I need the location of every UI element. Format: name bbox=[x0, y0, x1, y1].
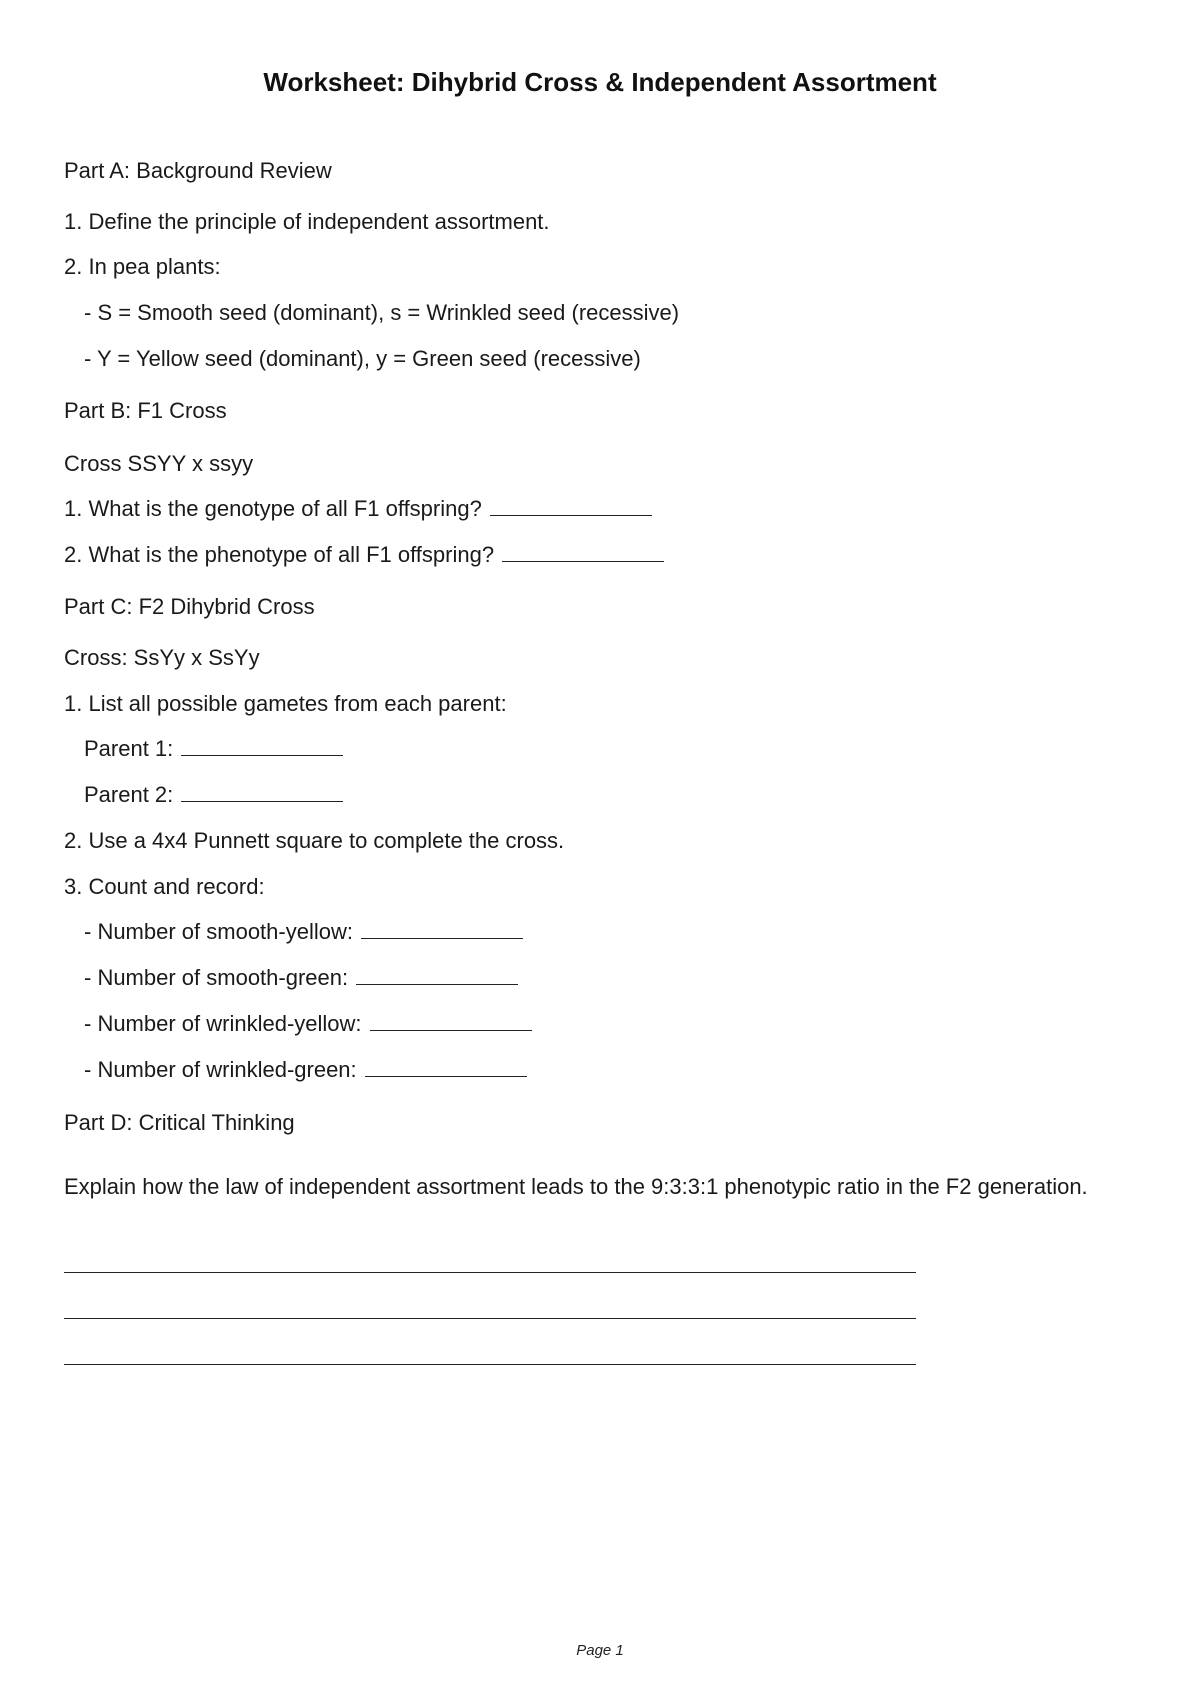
answer-blank[interactable] bbox=[502, 543, 664, 562]
answer-blank[interactable] bbox=[181, 783, 343, 802]
part-b-question-1-row bbox=[64, 495, 652, 523]
part-a-question-1: 1. Define the principle of independent assortment. bbox=[64, 209, 550, 234]
part-d-prompt: Explain how the law of independent assortment leads to the 9:3:3:1 phenotypic ratio in the F2 generation. bbox=[64, 1174, 1088, 1199]
answer-blank[interactable] bbox=[365, 1058, 527, 1077]
count-smooth-green-label: - Number of smooth-green: bbox=[84, 965, 349, 990]
parent-1-row bbox=[84, 735, 343, 763]
answer-blank[interactable] bbox=[181, 737, 343, 756]
answer-blank[interactable] bbox=[490, 497, 652, 516]
parent-2-row bbox=[84, 781, 343, 809]
part-a-question-2: 2. In pea plants: bbox=[64, 254, 221, 279]
part-b-heading: Part B: F1 Cross bbox=[64, 398, 227, 423]
answer-blank[interactable] bbox=[361, 920, 523, 939]
part-b-cross: Cross SSYY x ssyy bbox=[64, 451, 254, 476]
part-c-question-2: 2. Use a 4x4 Punnett square to complete the cross. bbox=[64, 828, 565, 853]
answer-line-2[interactable] bbox=[64, 1318, 916, 1319]
parent-2-label: Parent 2: bbox=[84, 782, 174, 807]
answer-blank[interactable] bbox=[356, 966, 518, 985]
part-c-cross: Cross: SsYy x SsYy bbox=[64, 645, 260, 670]
answer-line-3[interactable] bbox=[64, 1364, 916, 1365]
part-c-heading: Part C: F2 Dihybrid Cross bbox=[64, 594, 315, 619]
answer-blank[interactable] bbox=[370, 1012, 532, 1031]
allele-y-definition: - Y = Yellow seed (dominant), y = Green seed (recessive) bbox=[84, 346, 641, 371]
part-c-question-3: 3. Count and record: bbox=[64, 874, 265, 899]
count-smooth-green-row bbox=[84, 964, 518, 992]
part-b-question-2: 2. What is the phenotype of all F1 offspring? bbox=[64, 542, 495, 567]
part-b-question-1: 1. What is the genotype of all F1 offspring? bbox=[64, 496, 482, 521]
part-b-question-2-row bbox=[64, 541, 664, 569]
count-smooth-yellow-row bbox=[84, 918, 523, 946]
page-title: Worksheet: Dihybrid Cross & Independent Assortment bbox=[263, 67, 937, 97]
parent-1-label: Parent 1: bbox=[84, 736, 174, 761]
answer-line-1[interactable] bbox=[64, 1272, 916, 1273]
allele-s-definition: - S = Smooth seed (dominant), s = Wrinkled seed (recessive) bbox=[84, 300, 680, 325]
count-wrinkled-yellow-row bbox=[84, 1010, 532, 1038]
part-c-question-1: 1. List all possible gametes from each parent: bbox=[64, 691, 507, 716]
count-smooth-yellow-label: - Number of smooth-yellow: bbox=[84, 919, 353, 944]
count-wrinkled-green-label: - Number of wrinkled-green: bbox=[84, 1057, 357, 1082]
part-a-heading: Part A: Background Review bbox=[64, 158, 332, 183]
count-wrinkled-green-row bbox=[84, 1056, 527, 1084]
page-number: Page 1 bbox=[576, 1642, 624, 1659]
part-d-heading: Part D: Critical Thinking bbox=[64, 1110, 295, 1135]
count-wrinkled-yellow-label: - Number of wrinkled-yellow: bbox=[84, 1011, 362, 1036]
